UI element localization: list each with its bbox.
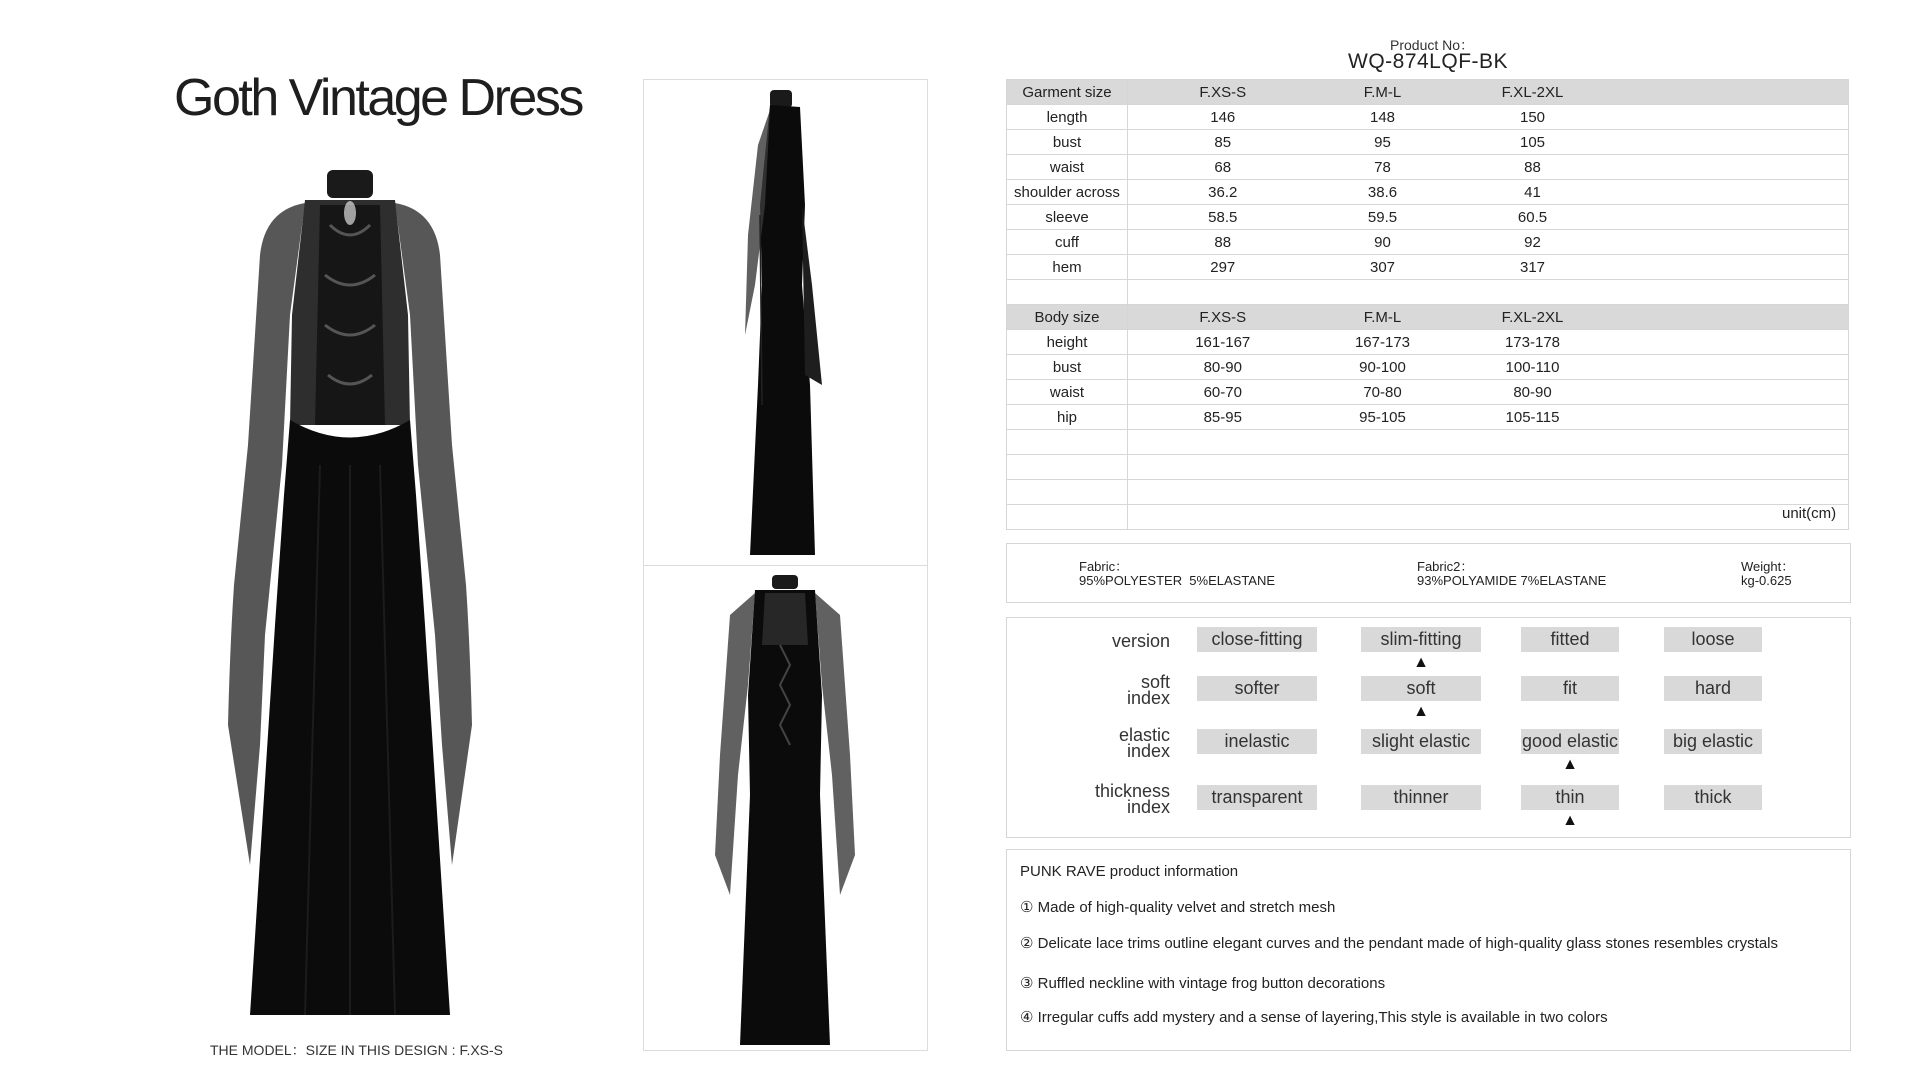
table-cell: 38.6 [1318, 180, 1448, 205]
table-row-label: waist [1007, 155, 1128, 180]
table-row [1007, 355, 1849, 380]
table-cell: 80-90 [1128, 355, 1318, 380]
index-label-soft [1020, 674, 1170, 706]
photo-divider [643, 565, 928, 566]
table-row [1007, 105, 1849, 130]
index-label-version [1020, 633, 1170, 649]
index-option: loose [1664, 627, 1762, 652]
fabric1-value: 95%POLYESTER 5%ELASTANE [1079, 573, 1276, 588]
triangle-up-icon: ▲ [1413, 703, 1429, 720]
table-cell: 95-105 [1318, 405, 1448, 430]
table-row-label: height [1007, 330, 1128, 355]
table-row [1007, 405, 1849, 430]
table-cell: 161-167 [1128, 330, 1318, 355]
table-row-label: shoulder across [1007, 180, 1128, 205]
table-spacer-row [1007, 280, 1849, 305]
index-option: fitted [1521, 627, 1619, 652]
table-row [1007, 155, 1849, 180]
triangle-up-icon: ▲ [1413, 654, 1429, 671]
circled-number-icon: ④ [1020, 1009, 1034, 1026]
table-cell: 173-178 [1448, 330, 1618, 355]
table-row [1007, 180, 1849, 205]
index-label-text: index [1126, 741, 1170, 761]
info-item [1020, 974, 1385, 992]
table-row [1007, 380, 1849, 405]
index-label-thickness [1020, 783, 1170, 815]
table-cell: 36.2 [1128, 180, 1318, 205]
triangle-up-icon: ▲ [1562, 756, 1578, 773]
table-cell: 60-70 [1128, 380, 1318, 405]
index-option: good elastic [1521, 729, 1619, 754]
index-option: softer [1197, 676, 1317, 701]
table-header-cell: F.XL-2XL [1448, 80, 1618, 105]
index-label-elastic [1020, 727, 1170, 759]
index-option: slim-fitting [1361, 627, 1481, 652]
circled-number-icon: ② [1020, 935, 1034, 952]
info-item-text: Made of high-quality velvet and stretch mesh [1037, 899, 1336, 916]
index-option: thick [1664, 785, 1762, 810]
info-heading: PUNK RAVE product information [1020, 863, 1239, 880]
table-row-label: cuff [1007, 230, 1128, 255]
index-label-text: elastic [1118, 725, 1170, 745]
fabric1 [1079, 560, 1275, 588]
table-row [1007, 205, 1849, 230]
table-spacer-row [1007, 455, 1849, 480]
table-cell: 68 [1128, 155, 1318, 180]
triangle-up-icon: ▲ [1562, 812, 1578, 829]
side-dress-photo [730, 85, 840, 555]
fabric2-value: 93%POLYAMIDE 7%ELASTANE [1417, 573, 1607, 588]
table-row [1007, 330, 1849, 355]
table-header-cell: F.XS-S [1128, 305, 1318, 330]
table-cell: 100-110 [1448, 355, 1618, 380]
table-cell: 92 [1448, 230, 1618, 255]
table-cell: 307 [1318, 255, 1448, 280]
index-option: thin [1521, 785, 1619, 810]
index-option: big elastic [1664, 729, 1762, 754]
info-item [1020, 934, 1778, 952]
product-number-label: Product No： [1390, 37, 1475, 53]
index-label-text: soft [1140, 672, 1170, 692]
table-row-label: hip [1007, 405, 1128, 430]
table-cell: 105 [1448, 130, 1618, 155]
table-cell: 41 [1448, 180, 1618, 205]
table-row-label: bust [1007, 355, 1128, 380]
table-cell: 59.5 [1318, 205, 1448, 230]
index-option: slight elastic [1361, 729, 1481, 754]
fabric1-label: Fabric： [1079, 559, 1129, 574]
product-number: WQ-874LQF-BK [1348, 50, 1509, 73]
table-cell: 58.5 [1128, 205, 1318, 230]
model-size-note: THE MODEL：SIZE IN THIS DESIGN : F.XS-S [210, 1042, 504, 1058]
fabric2-label: Fabric2： [1417, 559, 1474, 574]
table-row-label: bust [1007, 130, 1128, 155]
table-cell: 85-95 [1128, 405, 1318, 430]
table-cell: 146 [1128, 105, 1318, 130]
table-cell: 148 [1318, 105, 1448, 130]
table-cell: 90-100 [1318, 355, 1448, 380]
table-header-cell: F.M-L [1318, 305, 1448, 330]
front-dress-photo [220, 165, 480, 1035]
table-row-label: waist [1007, 380, 1128, 405]
weight [1741, 560, 1794, 588]
table-header-cell: Body size [1007, 305, 1128, 330]
table-row-label: sleeve [1007, 205, 1128, 230]
table-spacer-row [1007, 480, 1849, 505]
circled-number-icon: ③ [1020, 975, 1034, 992]
table-row [1007, 230, 1849, 255]
index-label-text: index [1126, 688, 1170, 708]
index-label-text: thickness [1094, 781, 1170, 801]
table-cell: 88 [1448, 155, 1618, 180]
index-option: thinner [1361, 785, 1481, 810]
info-item [1020, 898, 1335, 916]
index-option: hard [1664, 676, 1762, 701]
index-option: fit [1521, 676, 1619, 701]
table-row [1007, 255, 1849, 280]
index-option: close-fitting [1197, 627, 1317, 652]
circled-number-icon: ① [1020, 899, 1034, 916]
weight-label: Weight： [1741, 559, 1795, 574]
table-cell: 105-115 [1448, 405, 1618, 430]
table-cell: 297 [1128, 255, 1318, 280]
table-cell: 150 [1448, 105, 1618, 130]
info-item [1020, 1008, 1608, 1026]
fabric2 [1417, 560, 1606, 588]
size-table [1006, 79, 1849, 530]
unit-label: unit(cm) [1782, 505, 1837, 522]
table-row-label: length [1007, 105, 1128, 130]
table-spacer-row [1007, 430, 1849, 455]
info-item-text: Ruffled neckline with vintage frog button decorations [1037, 975, 1386, 992]
table-cell: 60.5 [1448, 205, 1618, 230]
weight-value: kg-0.625 [1741, 573, 1792, 588]
table-spacer-row [1007, 505, 1849, 530]
index-label-text: index [1126, 797, 1170, 817]
table-header-cell: F.XS-S [1128, 80, 1318, 105]
index-option: soft [1361, 676, 1481, 701]
table-row-label: hem [1007, 255, 1128, 280]
table-cell: 167-173 [1318, 330, 1448, 355]
table-cell: 80-90 [1448, 380, 1618, 405]
index-label-text: version [1111, 631, 1170, 651]
table-cell: 317 [1448, 255, 1618, 280]
back-dress-photo [710, 575, 860, 1045]
table-header-cell: Garment size [1007, 80, 1128, 105]
table-cell: 78 [1318, 155, 1448, 180]
table-cell: 70-80 [1318, 380, 1448, 405]
body-size-header [1007, 305, 1849, 330]
table-cell: 85 [1128, 130, 1318, 155]
table-header-cell: F.XL-2XL [1448, 305, 1618, 330]
index-option: inelastic [1197, 729, 1317, 754]
table-row [1007, 130, 1849, 155]
table-cell: 88 [1128, 230, 1318, 255]
table-cell: 90 [1318, 230, 1448, 255]
table-header-cell: F.M-L [1318, 80, 1448, 105]
info-item-text: Delicate lace trims outline elegant curves and the pendant made of high-quality glass stones resembles crystals [1037, 935, 1779, 952]
product-title: Goth Vintage Dress [174, 69, 582, 127]
table-cell: 95 [1318, 130, 1448, 155]
info-item-text: Irregular cuffs add mystery and a sense of layering,This style is available in two colors [1037, 1009, 1608, 1026]
index-option: transparent [1197, 785, 1317, 810]
garment-size-header [1007, 80, 1849, 105]
